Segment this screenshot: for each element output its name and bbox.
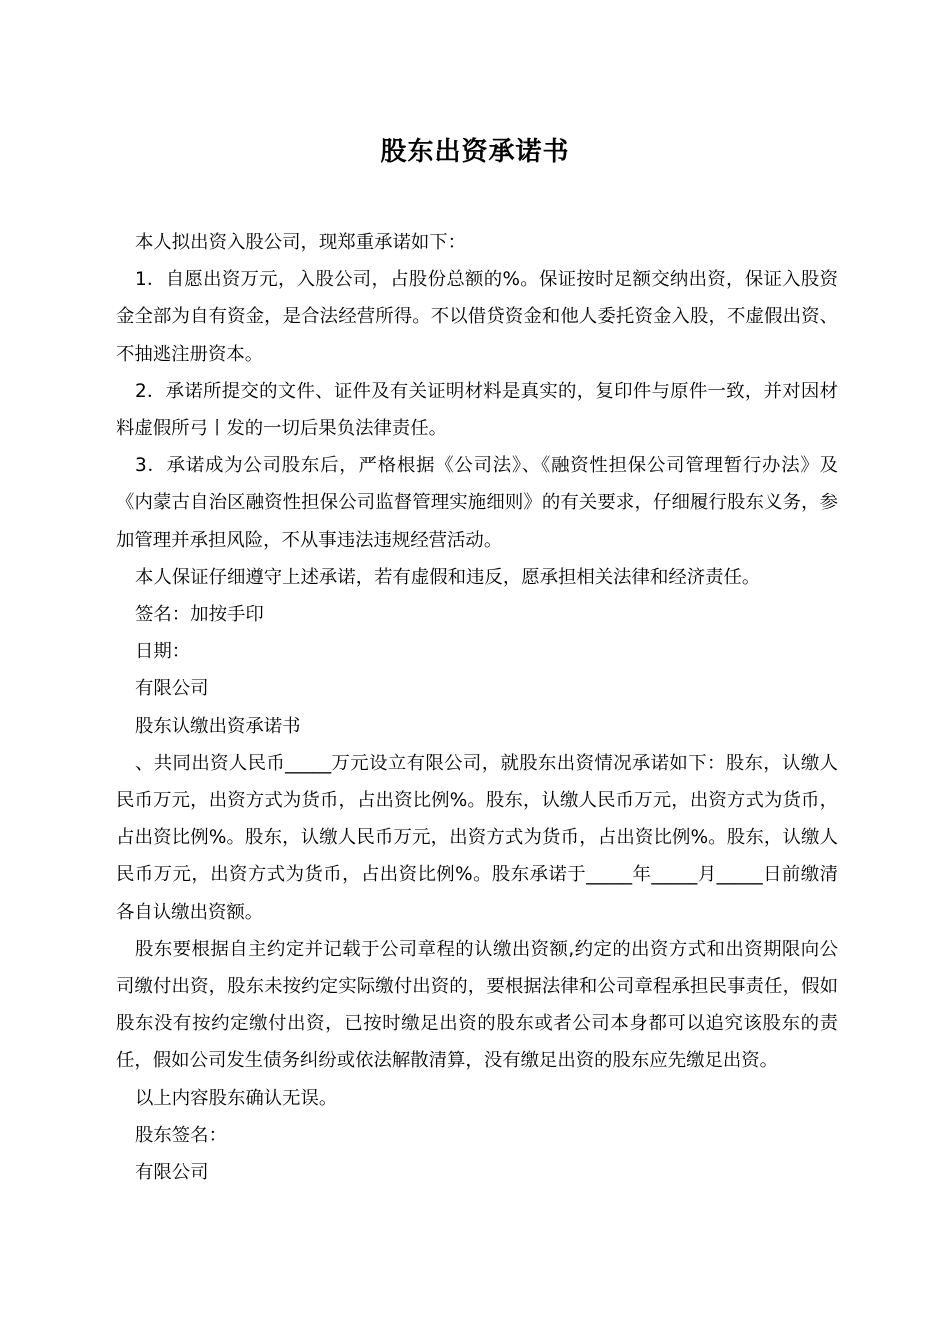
shareholder-signature-line: 股东签名： (135, 1124, 227, 1146)
document-body (116, 224, 838, 1191)
paragraph-intro: 本人拟出资入股公司，现郑重承诺如下： (135, 232, 467, 253)
paragraph-subscription: 、共同出资人民币_____万元设立有限公司，就股东出资情况承诺如下：股东，认缴人民币万元，出资方式为货币，占出资比例%。股东，认缴人民币万元，出资方式为货币，占出资比例%。股东，认缴人民币万元，出资方式为货币，占出资比例%。股东，认缴人民币万元，出资方式为货币，占出资比例%。股东承诺于_____年_____月_____日前缴清各自认缴出资额。 (116, 752, 838, 923)
signature-line: 签名：加按手印 (135, 604, 264, 626)
paragraph-commitment-1: 1．自愿出资万元，入股公司，占股份总额的%。保证按时足额交纳出资，保证入股资金全部为自有资金，是合法经营所得。不以借贷资金和他人委托资金入股，不虚假出资、不抽逃注册资本。 (116, 269, 838, 365)
paragraph-commitment-3: 3．承诺成为公司股东后，严格根据《公司法》、《融资性担保公司管理暂行办法》及《内蒙古自治区融资性担保公司监督管理实施细则》的有关要求，仔细履行股东义务，参加管理并承担风险，不从事违法违规经营活动。 (116, 455, 838, 551)
company-line: 有限公司 (135, 678, 209, 700)
confirmation-line: 以上内容股东确认无误。 (135, 1087, 338, 1109)
paragraph-commitment-2: 2．承诺所提交的文件、证件及有关证明材料是真实的，复印件与原件一致，并对因材料虚假所弓丨发的一切后果负法律责任。 (116, 380, 838, 440)
document-title: 股东出资承诺书 (380, 137, 570, 167)
subtitle-subscription-letter: 股东认缴出资承诺书 (135, 715, 301, 737)
paragraph-guarantee: 本人保证仔细遵守上述承诺，若有虚假和违反，愿承担相关法律和经济责任。 (135, 566, 761, 588)
date-line: 日期： (135, 641, 191, 663)
paragraph-liability: 股东要根据自主约定并记载于公司章程的认缴出资额,约定的出资方式和出资期限向公司缴付出资，股东未按约定实际缴付出资的，要根据法律和公司章程承担民事责任，假如股东没有按约定缴付出资，已按时缴足出资的股东或者公司本身都可以追究该股东的责任，假如公司发生债务纠纷或依法解散清算，没有缴足出资的股东应先缴足出资。 (116, 938, 838, 1072)
company-line-final: 有限公司 (135, 1162, 209, 1184)
